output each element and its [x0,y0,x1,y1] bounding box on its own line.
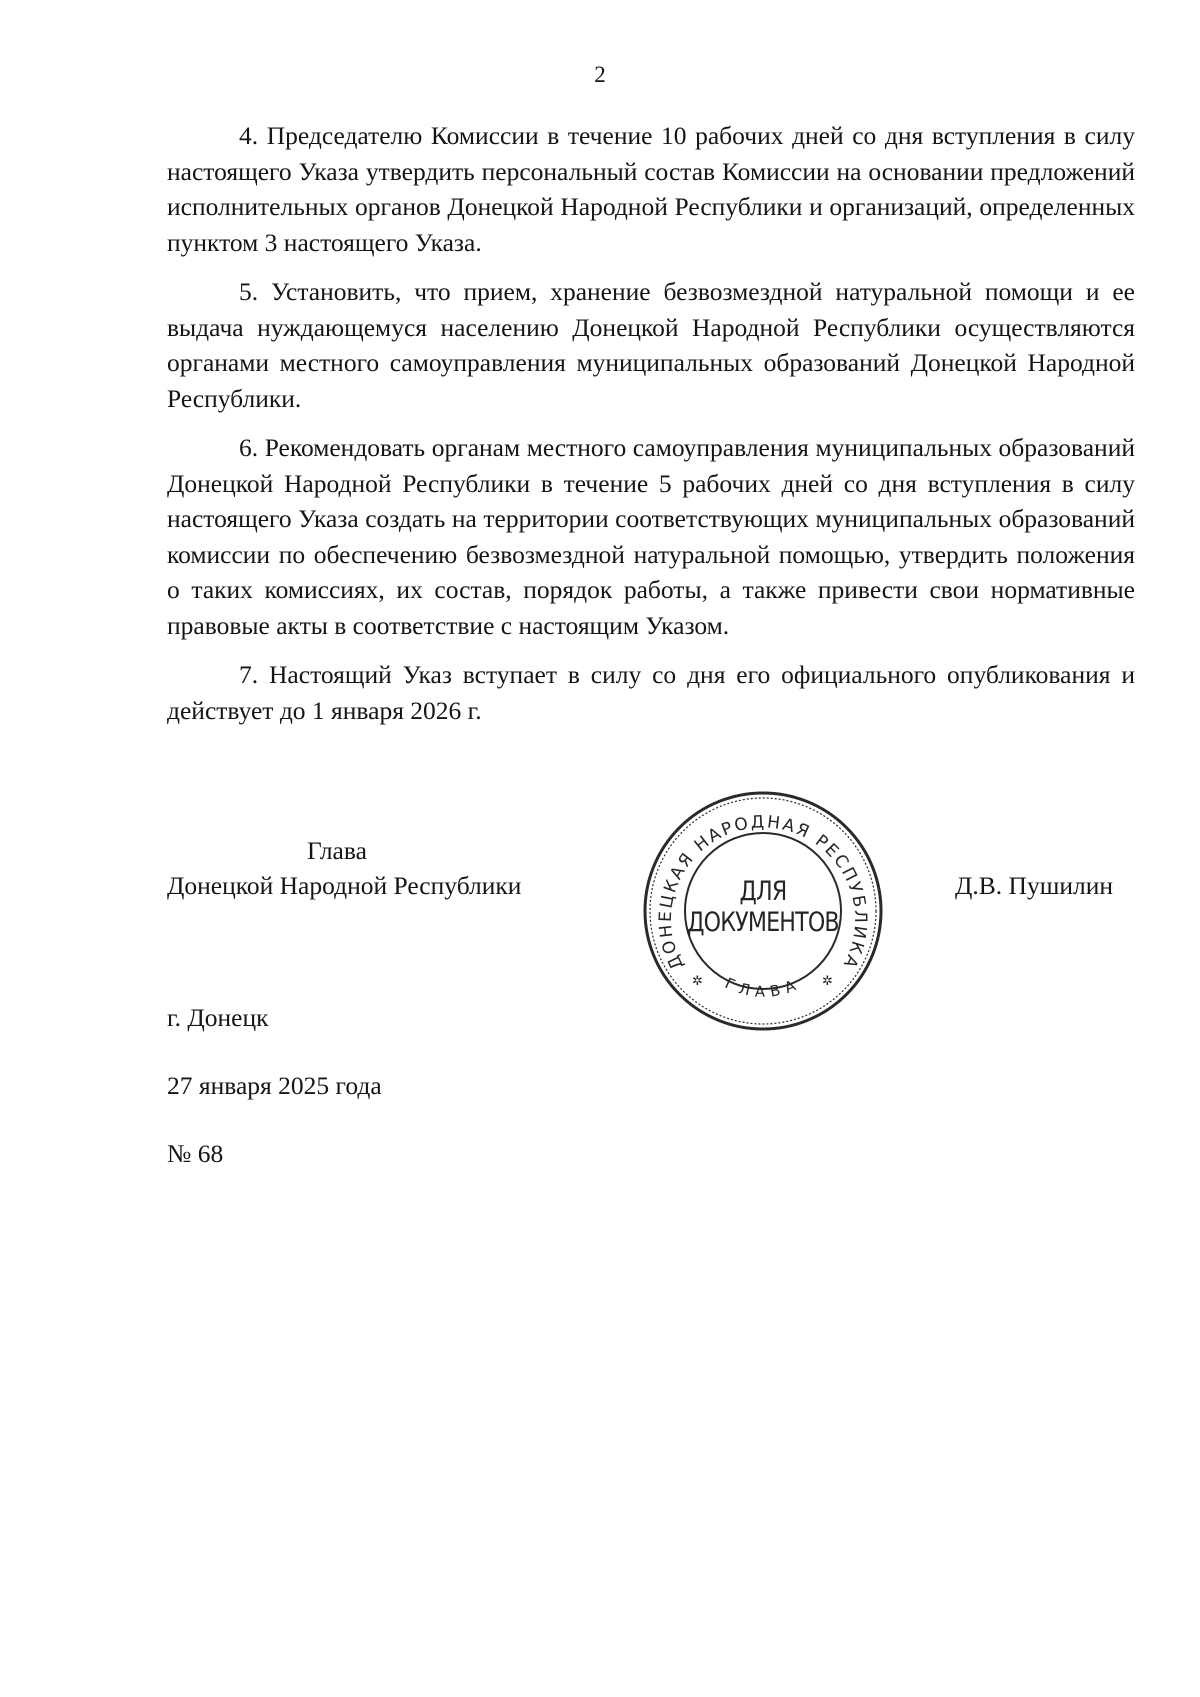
seal-center-line-2: ДОКУМЕНТОВ [687,907,839,938]
signatory-title [167,833,521,903]
official-seal-stamp [640,788,886,1034]
seal-star-left-icon: ✲ [692,974,703,989]
page-number: 2 [594,62,606,87]
place-of-signing: г. Донецк [167,1003,269,1032]
svg-text:ГЛАВА [722,974,804,1001]
paragraph-4: 4. Председателю Комиссии в течение 10 рабочих дней со дня вступления в силу настоящего Указа утвердить персональный состав Комиссии на основании предложений исполнительных органов Донецкой Народной Республики и организаций, определенных пунктом 3 настоящего Указа. [167,121,1135,257]
paragraph-5: 5. Установить, что прием, хранение безвозмездной натуральной помощи и ее выдача нуждающемуся населению Донецкой Народной Республики осуществляются органами местного самоуправления муниципальных образований Донецкой Народной Республики. [167,277,1135,413]
signatory-title-line-2: Донецкой Народной Республики [167,871,522,900]
signatory-title-line-1: Глава [307,836,367,865]
seal-star-right-icon: ✲ [822,974,833,989]
paragraph-7: 7. Настоящий Указ вступает в силу со дня его официального опубликования и действует до 1 января 2026 г. [167,660,1135,725]
decree-number: № 68 [167,1139,224,1168]
document-body [167,118,1135,742]
decree-date: 27 января 2025 года [167,1071,382,1100]
seal-outer-text: ДОНЕЦКАЯ НАРОДНАЯ РЕСПУБЛИКА [655,812,871,973]
paragraph-6: 6. Рекомендовать органам местного самоуправления муниципальных образований Донецкой Народной Республики в течение 5 рабочих дней со дня вступления в силу настоящего Указа создать на территории соответствующих муниципальных образований комиссии по обеспечению безвозмездной натуральной помощью, утвердить положения о таких комиссиях, их состав, порядок работы, а также привести свои нормативные правовые акты в соответствие с настоящим Указом. [167,433,1135,640]
signatory-name: Д.В. Пушилин [955,871,1113,900]
seal-bottom-text: ГЛАВА [722,974,804,1001]
seal-center-line-1: ДЛЯ [739,876,787,907]
